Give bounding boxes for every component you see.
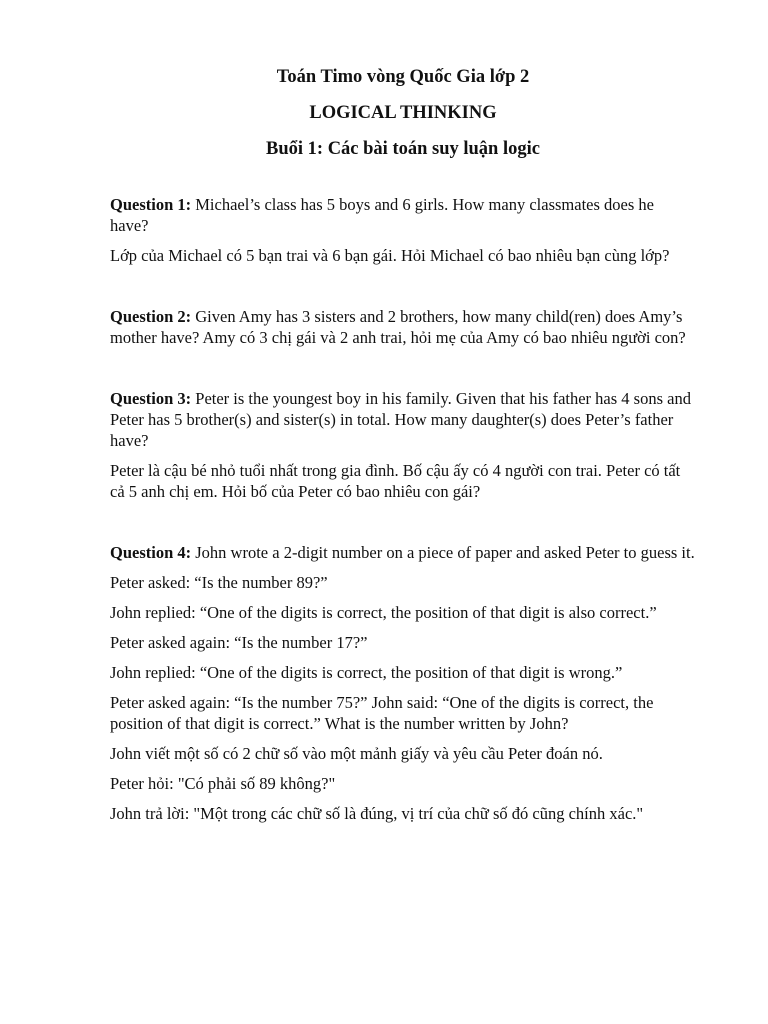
question-4-line: Peter asked again: “Is the number 75?” John said: “One of the digits is correct, the position of that digit is correct.” What is the number written by John? bbox=[110, 693, 654, 733]
question-2-body: Given Amy has 3 sisters and 2 brothers, how many child(ren) does Amy’s mother have? Amy có 3 chị gái và 2 anh trai, hỏi mẹ của Amy có bao nhiêu người con? bbox=[110, 307, 686, 347]
question-1-english: Michael’s class has 5 boys and 6 girls. How many classmates does he have? bbox=[110, 195, 654, 235]
document-page bbox=[110, 66, 696, 833]
question-1-text bbox=[110, 194, 696, 236]
question-4-text bbox=[110, 542, 696, 563]
question-4-line: John viết một số có 2 chữ số vào một mảnh giấy và yêu cầu Peter đoán nó. bbox=[110, 744, 603, 763]
question-4-line: Peter asked again: “Is the number 17?” bbox=[110, 633, 368, 652]
question-4-line: Peter asked: “Is the number 89?” bbox=[110, 573, 328, 592]
question-4-line: Peter hỏi: "Có phải số 89 không?" bbox=[110, 774, 336, 793]
document-subtitle: LOGICAL THINKING bbox=[309, 103, 497, 123]
question-4-line: John replied: “One of the digits is correct, the position of that digit is also correct.” bbox=[110, 603, 657, 622]
question-3-english: Peter is the youngest boy in his family. Given that his father has 4 sons and Peter has 5 brother(s) and sister(s) in total. How many daughter(s) does Peter’s father have? bbox=[110, 389, 691, 450]
question-3-label: Question 3: bbox=[110, 389, 192, 408]
question-2-label: Question 2: bbox=[110, 307, 192, 326]
question-2-text bbox=[110, 306, 696, 348]
question-3-text bbox=[110, 388, 696, 451]
document-title: Toán Timo vòng Quốc Gia lớp 2 bbox=[276, 67, 530, 87]
question-1-label: Question 1: bbox=[110, 195, 192, 214]
question-4-label: Question 4: bbox=[110, 543, 192, 562]
question-1-vietnamese: Lớp của Michael có 5 bạn trai và 6 bạn gái. Hỏi Michael có bao nhiêu bạn cùng lớp? bbox=[110, 246, 670, 265]
question-4-line: John trả lời: "Một trong các chữ số là đúng, vị trí của chữ số đó cũng chính xác." bbox=[110, 804, 644, 823]
question-3-vietnamese: Peter là cậu bé nhỏ tuổi nhất trong gia đình. Bố cậu ấy có 4 người con trai. Peter có tất cả 5 anh chị em. Hỏi bố của Peter có bao nhiêu con gái? bbox=[110, 461, 681, 501]
question-4-intro: John wrote a 2-digit number on a piece of paper and asked Peter to guess it. bbox=[191, 543, 695, 562]
session-title: Buổi 1: Các bài toán suy luận logic bbox=[266, 139, 540, 159]
question-4-line: John replied: “One of the digits is correct, the position of that digit is wrong.” bbox=[110, 663, 623, 682]
